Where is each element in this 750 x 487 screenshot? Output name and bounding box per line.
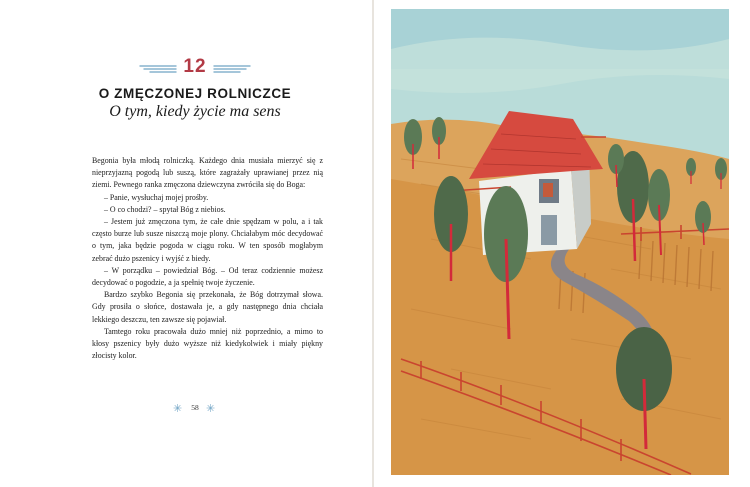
paragraph: – O co chodzi? – spytał Bóg z niebios. xyxy=(104,204,226,214)
chapter-subtitle: O tym, kiedy życie ma sens xyxy=(109,103,281,120)
paragraph: – Panie, wysłuchaj mojej prośby. xyxy=(104,192,209,202)
story-text xyxy=(92,155,323,362)
right-page xyxy=(374,0,750,487)
chapter-title: O ZMĘCZONEJ ROLNICZCE xyxy=(98,86,292,101)
door xyxy=(541,215,557,245)
paragraph: Bardzo szybko Begonia się przekonała, że Bóg dotrzymał słowa. Gdy prosiła o słońce, dostawała je, a gdy następnego dnia chciała lekkiego deszczu, ten zawsze się pojawiał. xyxy=(92,290,323,324)
page-number: 58 xyxy=(191,403,199,412)
chapter-heading xyxy=(130,57,260,79)
left-page xyxy=(0,0,372,487)
star-icon: ✳ xyxy=(173,402,183,415)
page-footer xyxy=(170,402,220,416)
star-icon: ✳ xyxy=(206,402,216,415)
chapter-number: 12 xyxy=(183,56,207,77)
paragraph: – W porządku – powiedział Bóg. – Od teraz codziennie możesz decydować o pogodzie, a ja spełnię twoje życzenie. xyxy=(92,265,323,288)
farmhouse-illustration xyxy=(391,9,729,475)
paragraph: Tamtego roku pracowała dużo mniej niż poprzednio, a mimo to kłosy pszenicy były dużo wyższe niż kiedykolwiek i miały piękny złocisty kolor. xyxy=(92,326,323,361)
paragraph: – Jestem już zmęczona tym, że całe dnie spędzam w polu, a i tak często burze lub susze niszczą moje plony. Chciałabym móc decydować o tym, jaka będzie pogoda w ciągu roku. W ten sposób mogłabym zebrać dużo pszenicy i wyjść z biedy. xyxy=(92,217,323,263)
paragraph: Begonia była młodą rolniczką. Każdego dnia musiała mierzyć się z nieprzyjazną pogodą lub suszą, które zagrażały uprawianej przez nią ziemi. Pewnego ranka zmęczona dziewczyna zwróciła się do Boga: xyxy=(92,156,323,190)
